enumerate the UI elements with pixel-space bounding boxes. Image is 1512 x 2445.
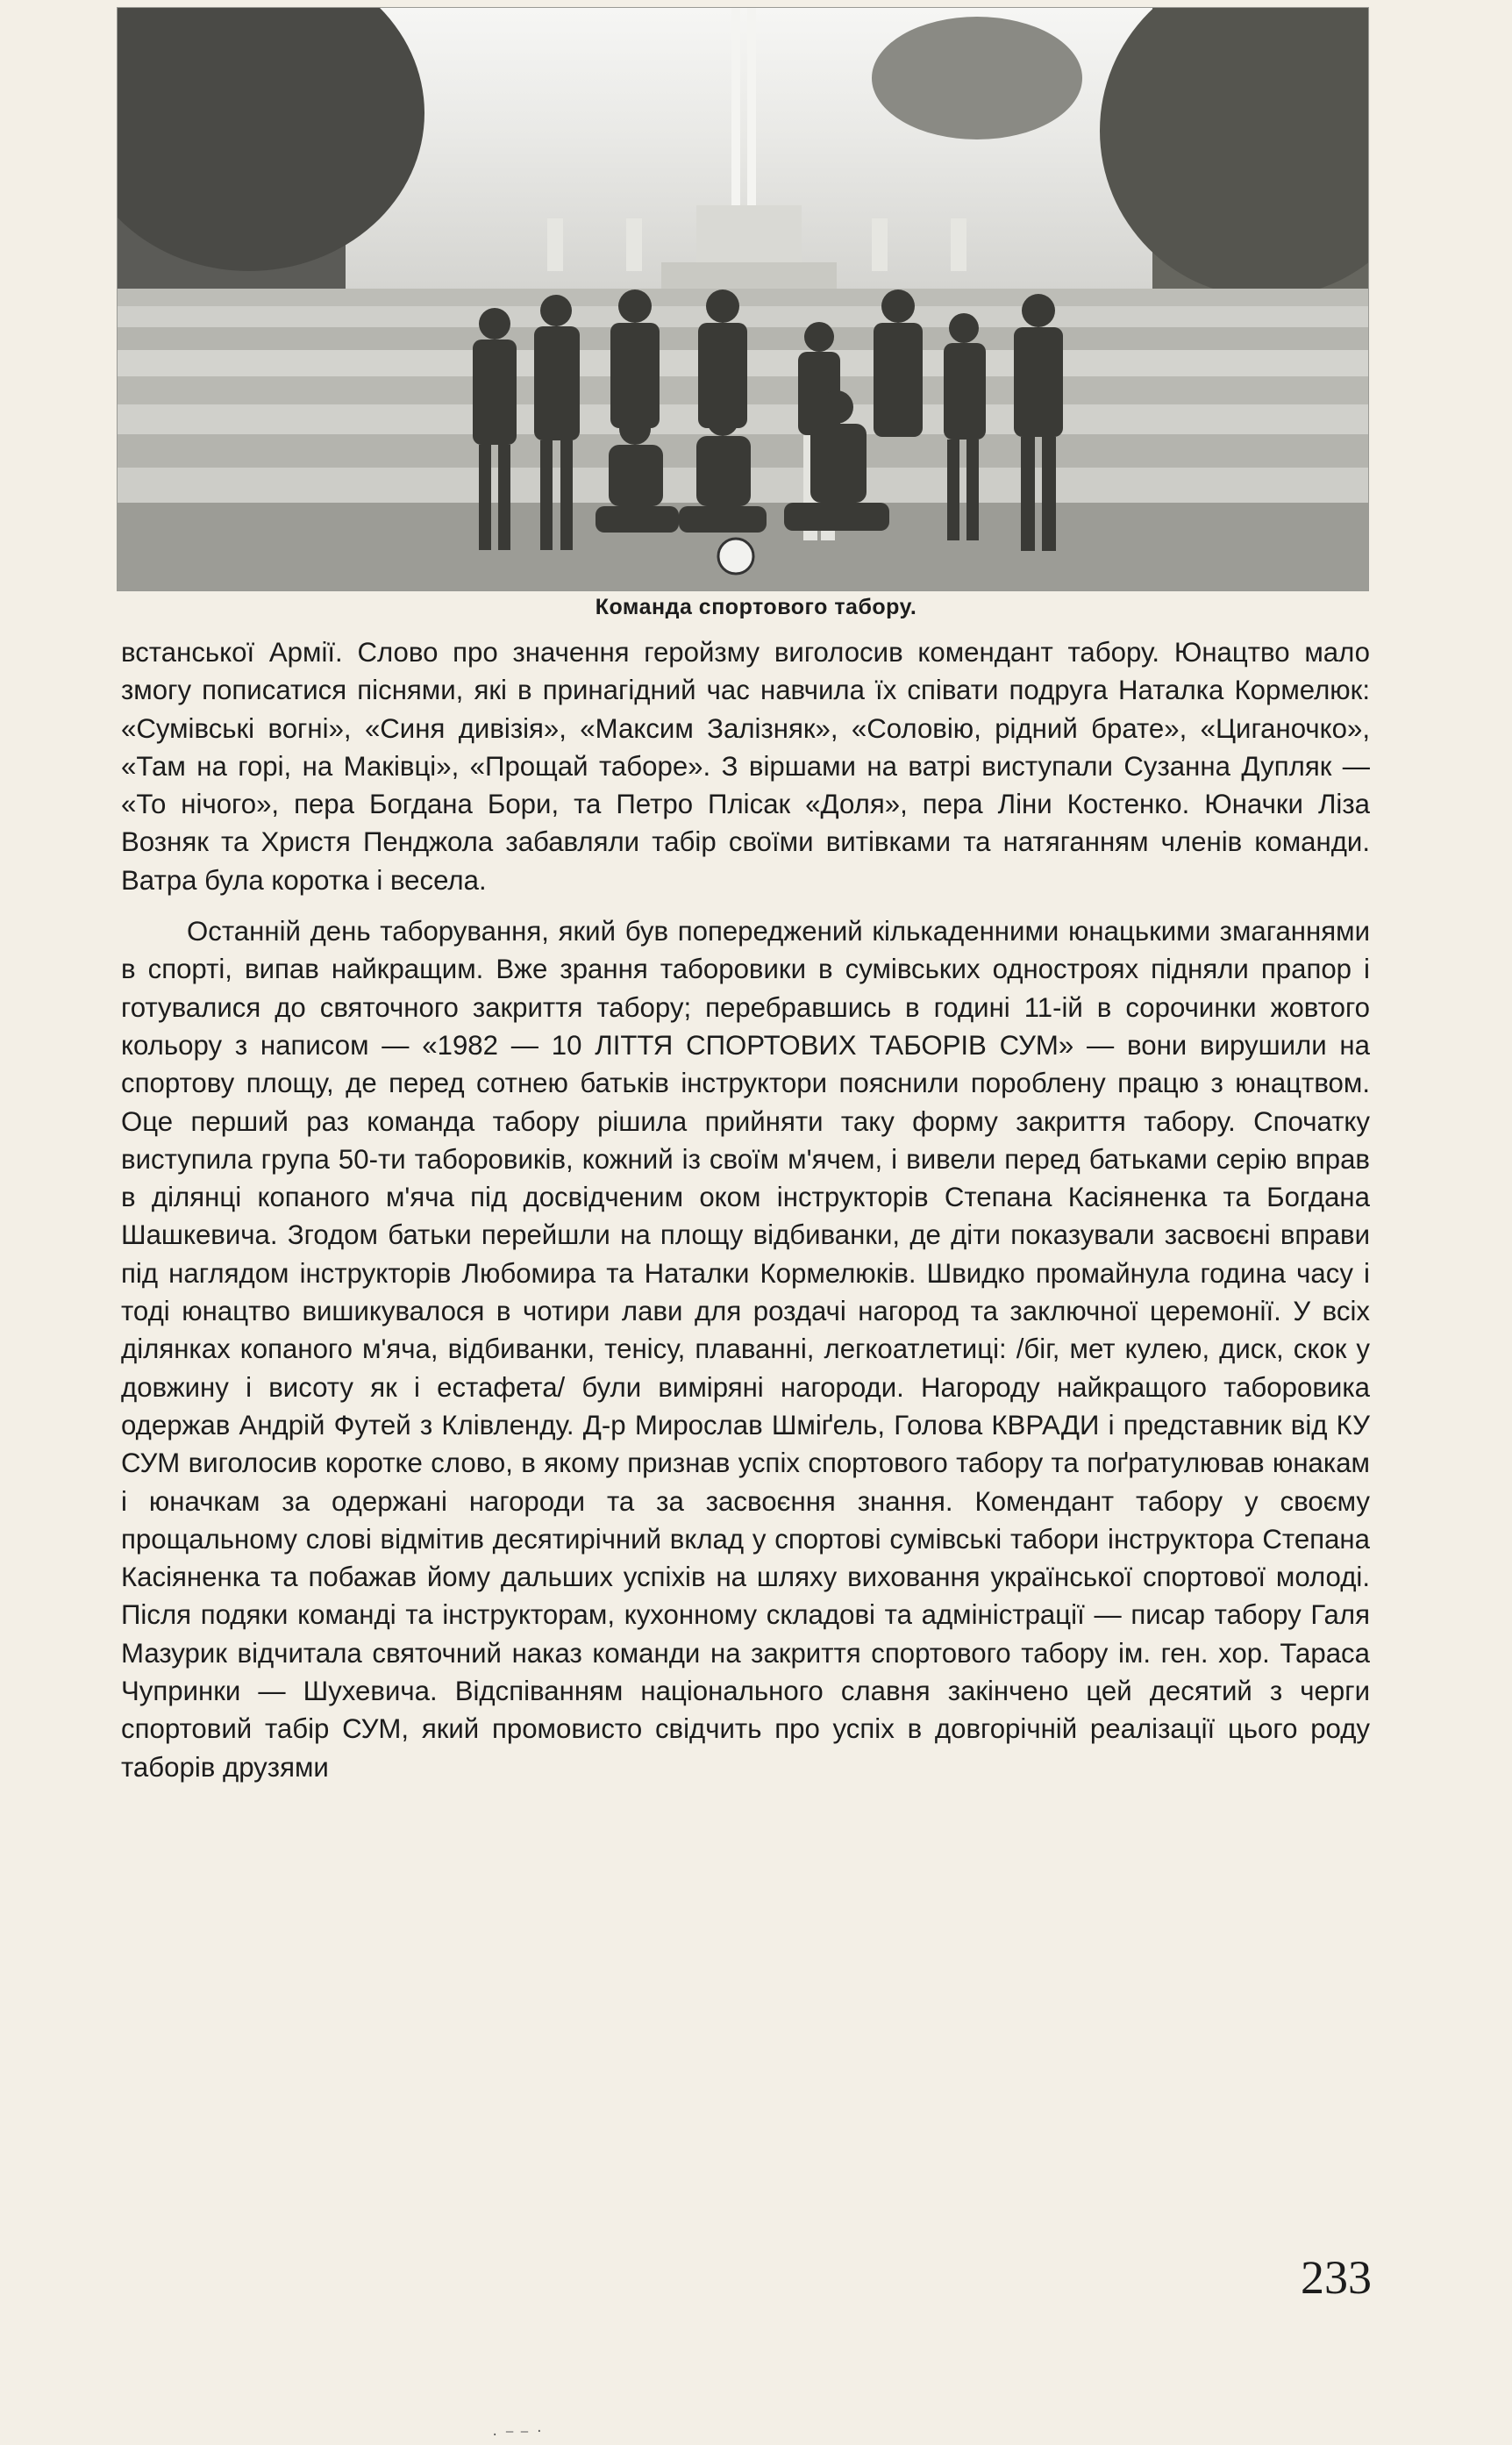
- team-photo: [117, 7, 1369, 591]
- article-body: [121, 633, 1370, 1786]
- photo-caption: Команда спортового табору.: [595, 595, 917, 619]
- paragraph-1: встанської Армії. Слово про значення геройзму виголосив комендант табору. Юнацтво мало змогу пописатися піснями, які в принагідний час навчила їх співати подруга Наталка Кормелюк: «Сумівські вогні», «Синя дивізія», «Максим Залізняк», «Соловію, рідний брате», «Циганочко», «Там на горі, на Маківці», «Прощай таборе». З віршами на ватрі виступали Сузанна Дупляк — «То нічого», пера Богдана Бори, та Петро Плісак «Доля», пера Ліни Костенко. Юначки Ліза Возняк та Христя Пенджола забавляли табір своїми витівками та натяганням членів команди. Ватра була коротка і весела.: [121, 637, 1370, 896]
- paragraph-2: Останній день таборування, який був попереджений кількаденними юнацькими змаганнями в спорті, випав найкращим. Вже зрання таборовики в сумівських одностроях підняли прапор і готувалися до святочного закриття табору; перебравшись в годині 11-ій в сорочинки жовтого кольору з написом — «1982 — 10 ЛІТТЯ СПОРТОВИХ ТАБОРІВ СУМ» — вони вирушили на спортову площу, де перед сотнею батьків інструктори пояснили пороблену працю з юнацтвом. Оце перший раз команда табору рішила прийняти таку форму закриття табору. Спочатку виступила група 50-ти таборовиків, кожний із своїм м'ячем, і вивели перед батьками серію вправ в ділянці копаного м'яча під досвідченим оком інструкторів Степана Касіяненка та Богдана Шашкевича. Згодом батьки перейшли на площу відбиванки, де діти показували засвоєні вправи під наглядом інструкторів Любомира та Наталки Кормелюків. Швидко промайнула година часу і тоді юнацтво вишикувалося в чотири лави для роздачі нагород та заключної церемонії. У всіх ділянках копаного м'яча, відбиванки, тенісу, плаванні, легкоатлетиці: /біг, мет кулею, диск, скок у довжину і висоту як і естафета/ були виміряні нагороди. Нагороду найкращого таборовика одержав Андрій Футей з Клівленду. Д-р Мирослав Шміґель, Голова КВРАДИ і представник від КУ СУМ виголосив коротке слово, в якому признав успіх спортового табору та поґратулював юнакам і юначкам за одержані нагороди та за засвоєння знання. Комендант табору у своєму прощальному слові відмітив десятирічний вклад у спортові сумівські табори інструктора Степана Касіяненка та побажав йому дальших успіхів на шляху виховання української спортової молоді. Після подяки команді та інструкторам, кухонному складові та адміністрації — писар табору Галя Мазурик відчитала святочний наказ команди на закриття спортового табору ім. ген. хор. Тараса Чупринки — Шухевича. Відспіванням національного славня закінчено цей десятий з черги спортовий табір СУМ, який промовисто свідчить про успіх в довгорічній реалізації цього роду таборів друзями: [121, 916, 1370, 1783]
- page-number: 233: [1301, 2251, 1372, 2304]
- footer-mark: . — — ·: [491, 2425, 544, 2439]
- team-photo-illustration: [118, 8, 1368, 590]
